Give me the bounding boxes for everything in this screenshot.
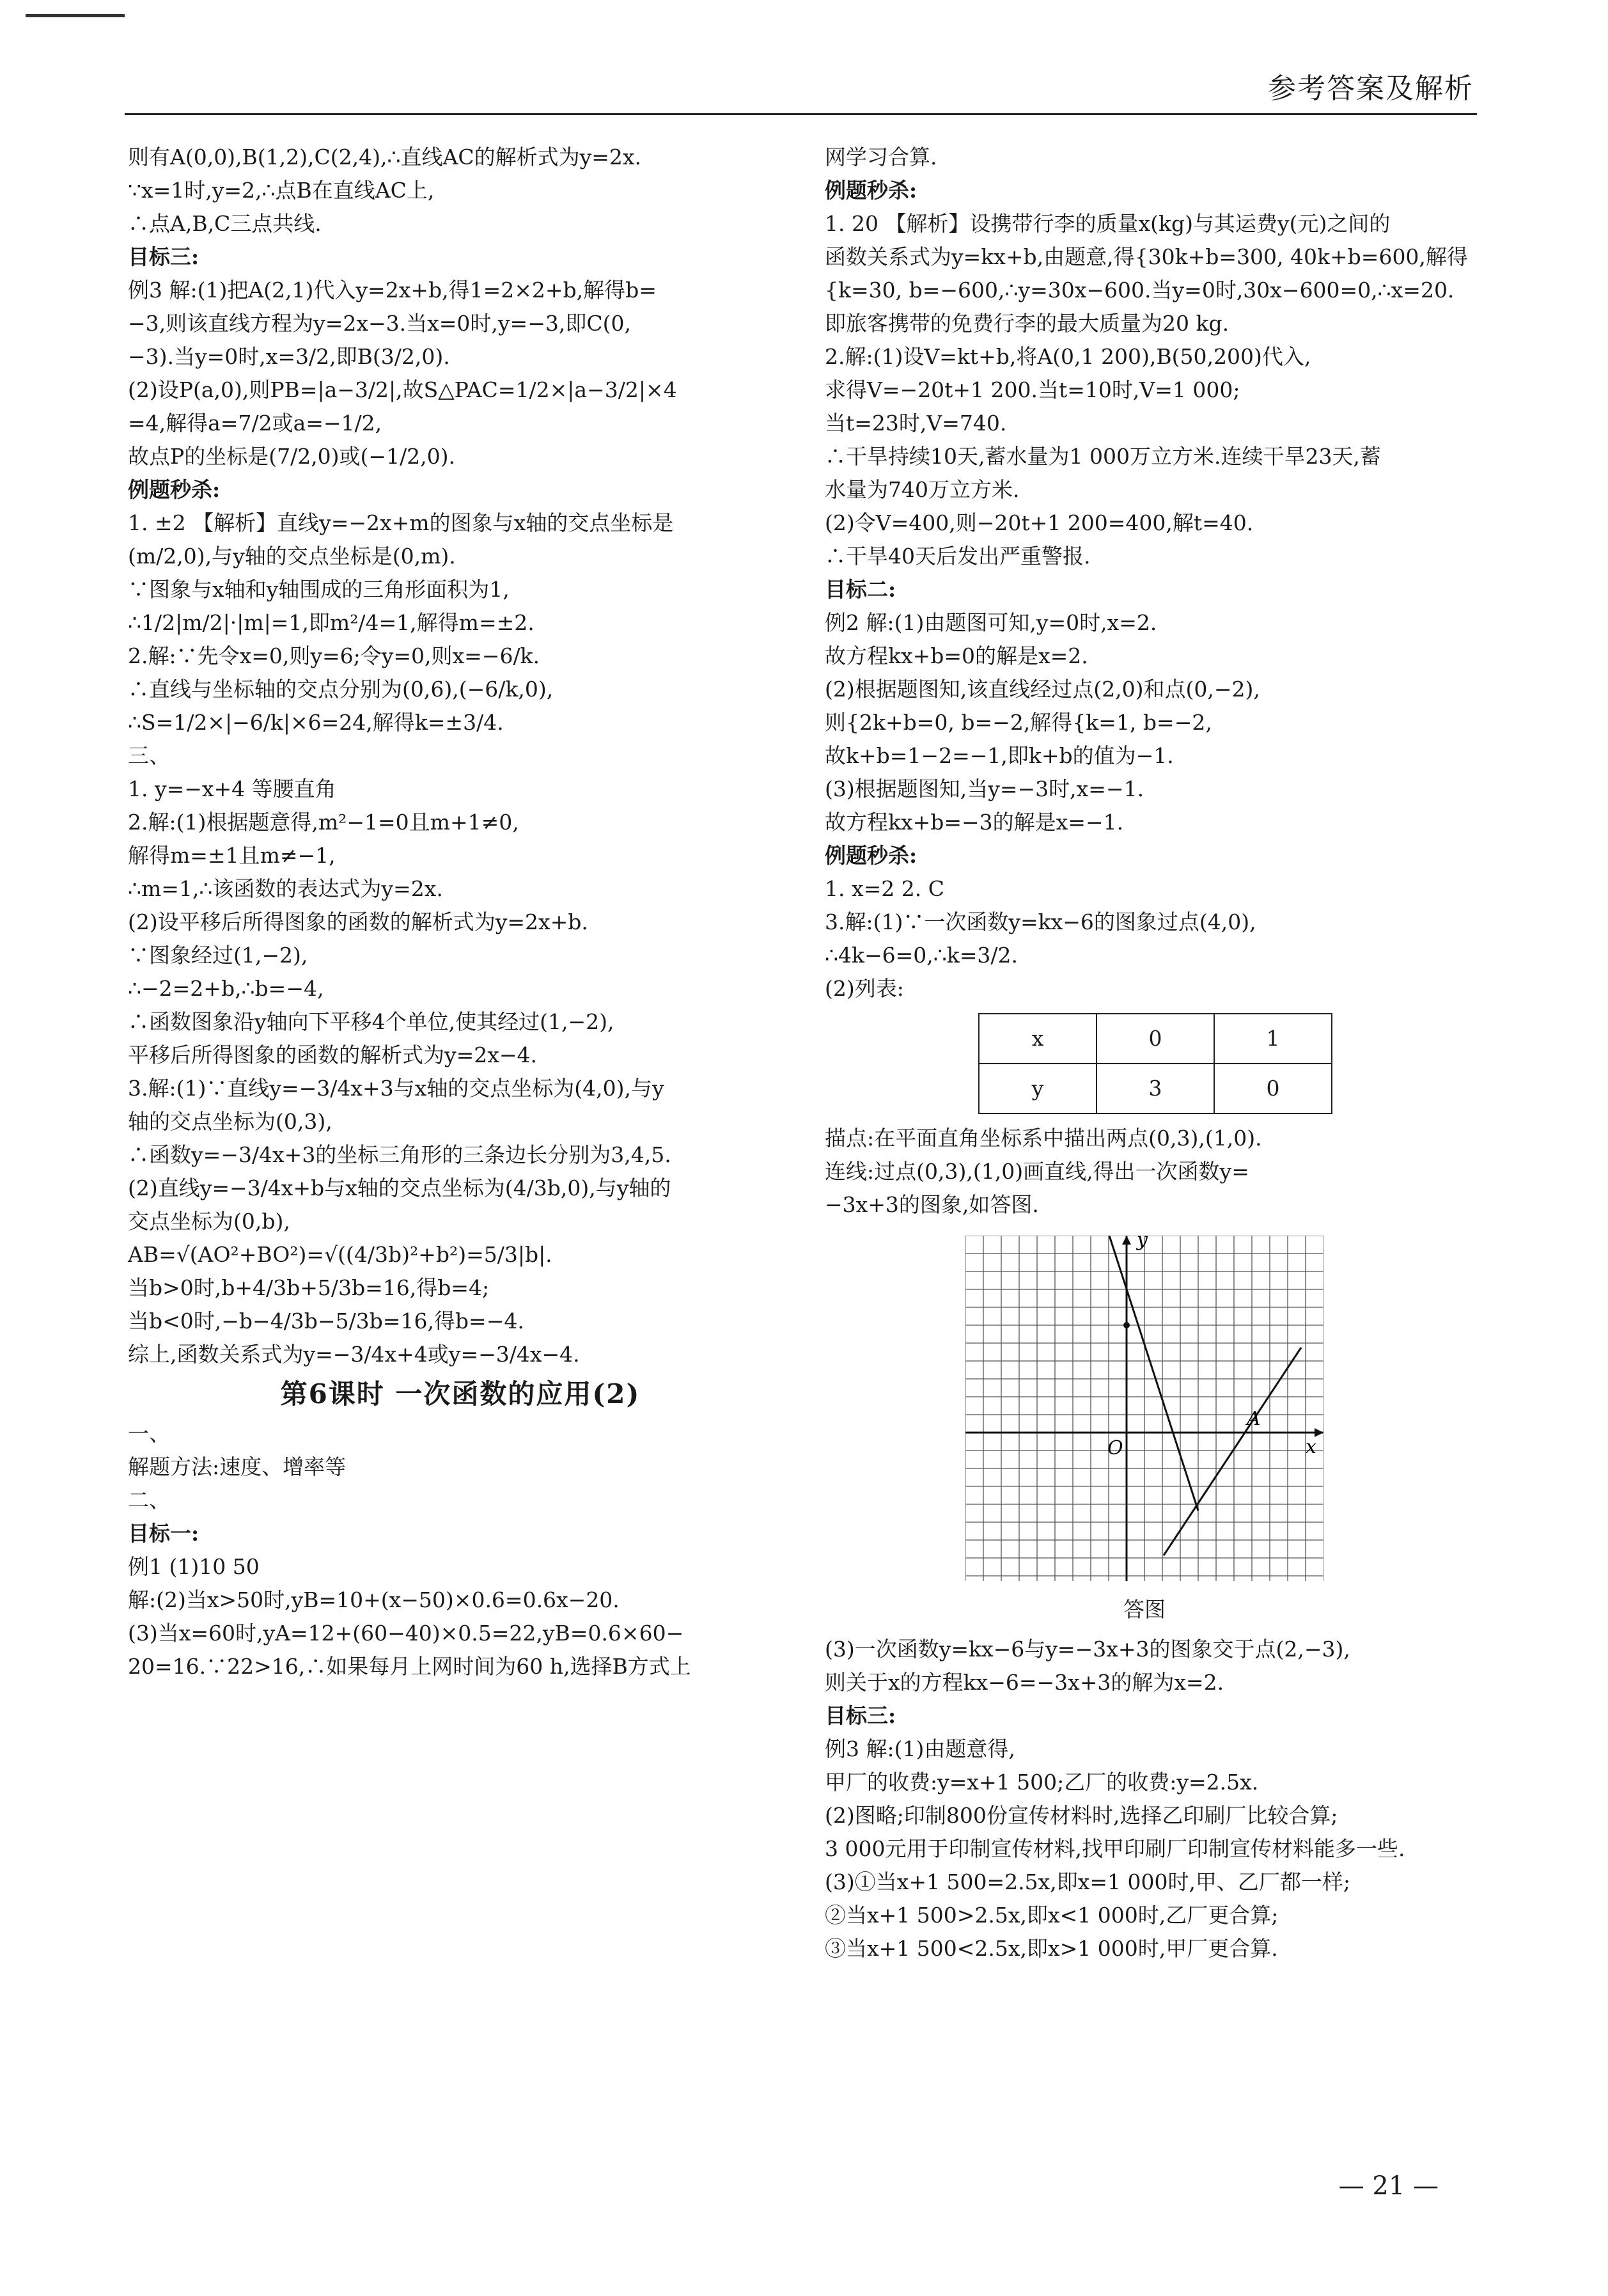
subheading: 目标二:	[825, 577, 896, 602]
text-line: 1. ±2 【解析】直线y=−2x+m的图象与x轴的交点坐标是	[128, 510, 674, 535]
text-line: 求得V=−20t+1 200.当t=10时,V=1 000;	[825, 377, 1240, 402]
text-line: ∴函数图象沿y轴向下平移4个单位,使其经过(1,−2),	[128, 1009, 614, 1034]
value-table	[978, 1013, 1332, 1114]
text-line: (3)当x=60时,yA=12+(60−40)×0.5=22,yB=0.6×60−	[128, 1621, 684, 1646]
answer-graph	[965, 1236, 1323, 1626]
section-title: 第6课时 一次函数的应用(2)	[280, 1378, 641, 1410]
subheading: 例题秒杀:	[825, 843, 917, 868]
text-line: ∴−2=2+b,∴b=−4,	[128, 976, 324, 1001]
text-line: 2.解:(1)设V=kt+b,将A(0,1 200),B(50,200)代入,	[825, 344, 1311, 369]
line-y-eq-neg3x-plus3	[1109, 1236, 1198, 1511]
text-line: ∵x=1时,y=2,∴点B在直线AC上,	[128, 178, 435, 203]
text-line: ∵图象与x轴和y轴围成的三角形面积为1,	[128, 577, 510, 602]
text-line: 即旅客携带的免费行李的最大质量为20 kg.	[825, 311, 1229, 336]
text-line: =4,解得a=7/2或a=−1/2,	[128, 411, 382, 436]
text-line: 二、	[128, 1488, 170, 1513]
text-line: (2)直线y=−3/4x+b与x轴的交点坐标为(4/3b,0),与y轴的	[128, 1176, 671, 1200]
text-line: ∴m=1,∴该函数的表达式为y=2x.	[128, 876, 443, 901]
text-line: 则关于x的方程kx−6=−3x+3的解为x=2.	[825, 1670, 1224, 1695]
y-axis-arrow-icon	[1122, 1236, 1131, 1245]
text-line: (2)令V=400,则−20t+1 200=400,解t=40.	[825, 510, 1254, 535]
text-line: 则有A(0,0),B(1,2),C(2,4),∴直线AC的解析式为y=2x.	[128, 145, 641, 169]
graph-caption: 答图	[1123, 1597, 1166, 1622]
text-line: (2)设平移后所得图象的函数的解析式为y=2x+b.	[128, 909, 588, 934]
subheading: 例题秒杀:	[128, 477, 221, 502]
text-line: 当b<0时,−b−4/3b−5/3b=16,得b=−4.	[128, 1309, 524, 1333]
subheading: 目标三:	[825, 1703, 896, 1728]
text-line: −3,则该直线方程为y=2x−3.当x=0时,y=−3,即C(0,	[128, 311, 631, 336]
text-line: 20=16.∵22>16,∴如果每月上网时间为60 h,选择B方式上	[128, 1654, 691, 1679]
text-line: 3.解:(1)∵一次函数y=kx−6的图象过点(4,0),	[825, 909, 1256, 934]
text-line: {k=30, b=−600,∴y=30x−600.当y=0时,30x−600=0,∴x=20.	[825, 278, 1455, 303]
text-line: 1. x=2 2. C	[825, 876, 944, 901]
text-line: (2)设P(a,0),则PB=|a−3/2|,故S△PAC=1/2×|a−3/2|×4	[128, 377, 677, 402]
text-line: (m/2,0),与y轴的交点坐标是(0,m).	[128, 544, 456, 569]
text-line: ∴点A,B,C三点共线.	[128, 211, 322, 236]
text-line: 当b>0时,b+4/3b+5/3b=16,得b=4;	[128, 1275, 490, 1300]
page-number: — 21 —	[1338, 2171, 1439, 2201]
text-line: ∵图象经过(1,−2),	[128, 943, 308, 968]
origin-label: O	[1107, 1437, 1123, 1459]
text-line: 1. y=−x+4 等腰直角	[128, 776, 336, 801]
text-line: 例3 解:(1)把A(2,1)代入y=2x+b,得1=2×2+b,解得b=	[128, 278, 657, 303]
text-line: 1. 20 【解析】设携带行李的质量x(kg)与其运费y(元)之间的	[825, 211, 1391, 236]
text-line: 一、	[128, 1421, 170, 1446]
text-line: (2)根据题图知,该直线经过点(2,0)和点(0,−2),	[825, 677, 1260, 702]
text-line: 网学习合算.	[825, 145, 937, 169]
point-a-label: A	[1247, 1408, 1261, 1430]
y-axis-label: y	[1137, 1236, 1148, 1251]
text-line: 3.解:(1)∵直线y=−3/4x+3与x轴的交点坐标为(4,0),与y	[128, 1076, 664, 1101]
table-row	[979, 1064, 1332, 1113]
top-corner-line	[26, 14, 125, 17]
graph-svg	[965, 1236, 1323, 1581]
text-line: (3)①当x+1 500=2.5x,即x=1 000时,甲、乙厂都一样;	[825, 1869, 1351, 1894]
text-line: 水量为740万立方米.	[825, 477, 1020, 502]
text-line: 例3 解:(1)由题意得,	[825, 1736, 1015, 1761]
text-line: (3)一次函数y=kx−6与y=−3x+3的图象交于点(2,−3),	[825, 1637, 1350, 1662]
text-line: ∴4k−6=0,∴k=3/2.	[825, 943, 1019, 968]
table-cell: 1	[1214, 1014, 1332, 1064]
subheading: 例题秒杀:	[825, 178, 917, 203]
text-line: 甲厂的收费:y=x+1 500;乙厂的收费:y=2.5x.	[825, 1770, 1259, 1795]
text-line: (3)根据题图知,当y=−3时,x=−1.	[825, 776, 1144, 801]
text-line: 轴的交点坐标为(0,3),	[128, 1109, 332, 1134]
text-line: 描点:在平面直角坐标系中描出两点(0,3),(1,0).	[825, 1126, 1262, 1151]
text-line: 平移后所得图象的函数的解析式为y=2x−4.	[128, 1042, 538, 1067]
graph-grid	[965, 1236, 1323, 1581]
text-line: 当t=23时,V=740.	[825, 411, 1007, 436]
header-title: 参考答案及解析	[1268, 72, 1474, 105]
table-cell: 0	[1097, 1014, 1214, 1064]
header-rule	[125, 113, 1477, 115]
text-line: 故方程kx+b=0的解是x=2.	[825, 643, 1088, 668]
text-line: 例2 解:(1)由题图可知,y=0时,x=2.	[825, 610, 1157, 635]
text-line: 例1 (1)10 50	[128, 1554, 260, 1579]
left-column	[128, 141, 793, 1683]
right-column-part-b	[825, 1122, 1477, 1222]
text-line: AB=√(AO²+BO²)=√((4/3b)²+b²)=5/3|b|.	[128, 1242, 552, 1267]
text-line: 2.解:∵先令x=0,则y=6;令y=0,则x=−6/k.	[128, 643, 540, 668]
table-row	[979, 1014, 1332, 1064]
text-line: 连线:过点(0,3),(1,0)画直线,得出一次函数y=	[825, 1159, 1249, 1184]
text-line: 三、	[128, 743, 170, 768]
text-line: 综上,函数关系式为y=−3/4x+4或y=−3/4x−4.	[128, 1342, 580, 1367]
table-cell: 3	[1097, 1064, 1214, 1113]
right-column-part-a	[825, 141, 1477, 1005]
text-line: 3 000元用于印制宣传材料,找甲印刷厂印制宣传材料能多一些.	[825, 1836, 1405, 1861]
x-axis-label: x	[1306, 1436, 1316, 1458]
text-line: ∴1/2|m/2|·|m|=1,即m²/4=1,解得m=±2.	[128, 610, 535, 635]
text-line: 解题方法:速度、增率等	[128, 1454, 347, 1479]
table-cell: y	[979, 1064, 1097, 1113]
text-line: ③当x+1 500<2.5x,即x>1 000时,甲厂更合算.	[825, 1936, 1278, 1961]
text-line: −3x+3的图象,如答图.	[825, 1192, 1039, 1217]
text-line: ∴直线与坐标轴的交点分别为(0,6),(−6/k,0),	[128, 677, 554, 702]
text-line: 函数关系式为y=kx+b,由题意,得{30k+b=300, 40k+b=600,解得	[825, 244, 1468, 269]
right-column-part-c	[825, 1633, 1477, 1965]
text-line: ∴S=1/2×|−6/k|×6=24,解得k=±3/4.	[128, 710, 504, 735]
subheading: 目标三:	[128, 244, 199, 269]
text-line: ②当x+1 500>2.5x,即x<1 000时,乙厂更合算;	[825, 1903, 1279, 1928]
text-line: (2)图略;印制800份宣传材料时,选择乙印刷厂比较合算;	[825, 1803, 1338, 1828]
text-line: ∴干旱持续10天,蓄水量为1 000万立方米.连续干旱23天,蓄	[825, 444, 1381, 469]
subheading: 目标一:	[128, 1521, 199, 1546]
text-line: −3).当y=0时,x=3/2,即B(3/2,0).	[128, 344, 450, 369]
text-line: 交点坐标为(0,b),	[128, 1209, 290, 1234]
text-line: ∴函数y=−3/4x+3的坐标三角形的三条边长分别为3,4,5.	[128, 1142, 671, 1167]
point-0-3	[1123, 1322, 1130, 1328]
text-line: 故点P的坐标是(7/2,0)或(−1/2,0).	[128, 444, 456, 469]
table-cell: 0	[1214, 1064, 1332, 1113]
table-cell: x	[979, 1014, 1097, 1064]
text-line: 解:(2)当x>50时,yB=10+(x−50)×0.6=0.6x−20.	[128, 1587, 620, 1612]
text-line: 2.解:(1)根据题意得,m²−1=0且m+1≠0,	[128, 810, 519, 835]
text-line: 解得m=±1且m≠−1,	[128, 843, 336, 868]
right-column	[825, 141, 1477, 1965]
text-line: 则{2k+b=0, b=−2,解得{k=1, b=−2,	[825, 710, 1212, 735]
text-line: 故k+b=1−2=−1,即k+b的值为−1.	[825, 743, 1174, 768]
text-line: 故方程kx+b=−3的解是x=−1.	[825, 810, 1124, 835]
text-line: (2)列表:	[825, 976, 904, 1001]
text-line: ∴干旱40天后发出严重警报.	[825, 544, 1091, 569]
